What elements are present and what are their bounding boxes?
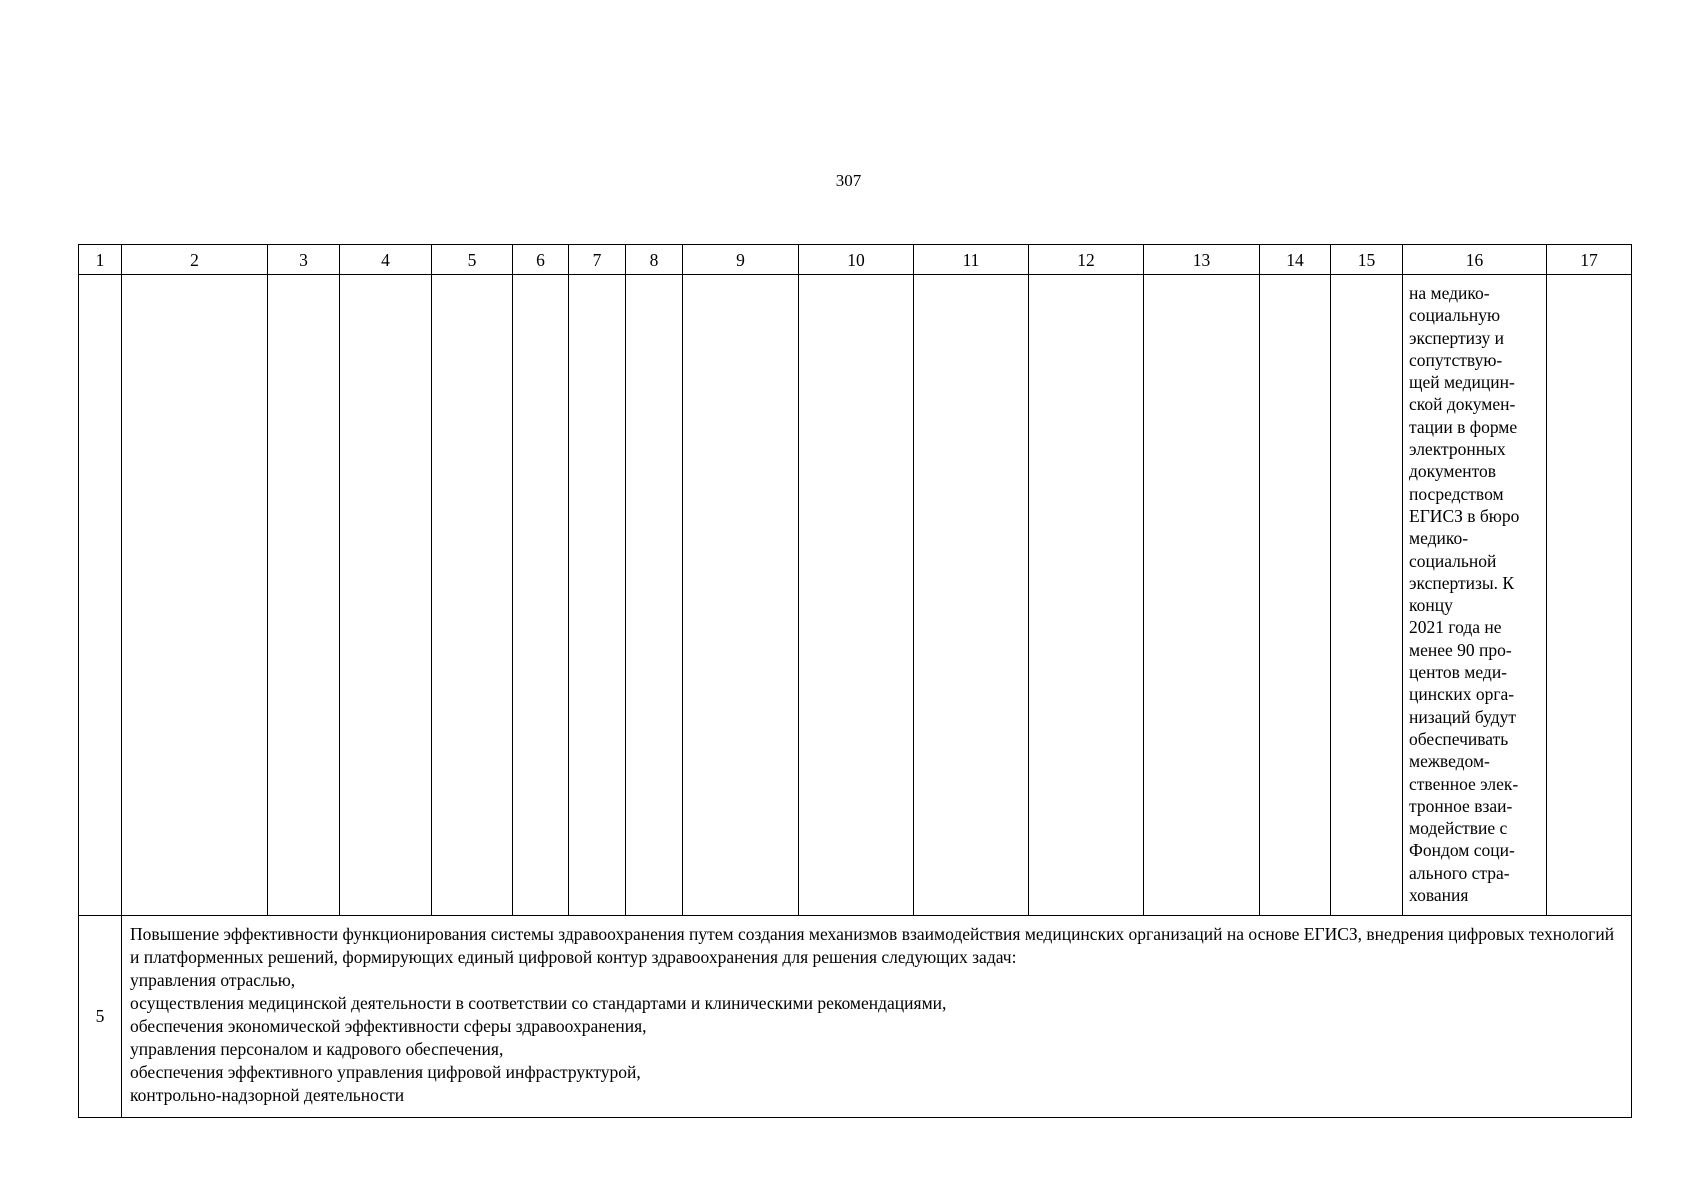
section-task-item: управления персоналом и кадрового обеспечения, — [130, 1039, 504, 1059]
text-line: обеспечивать — [1409, 728, 1509, 749]
column-number-cell: 13 — [1144, 245, 1260, 275]
text-line: ственное элек- — [1409, 773, 1519, 794]
section-task-item: контрольно-надзорной деятельности — [130, 1085, 405, 1105]
table-cell — [1029, 275, 1144, 916]
column-number-cell: 4 — [340, 245, 432, 275]
text-line: центов меди- — [1409, 662, 1508, 683]
text-line: социальную — [1409, 305, 1501, 326]
table-cell — [1547, 275, 1632, 916]
table-cell — [914, 275, 1029, 916]
table-cell — [513, 275, 569, 916]
table-row — [79, 275, 1632, 916]
section-task-item: осуществления медицинской деятельности в соответствии со стандартами и клиническими рекомендациями, — [130, 993, 947, 1013]
column-number-cell: 17 — [1547, 245, 1632, 275]
column-number-cell: 6 — [513, 245, 569, 275]
column-number-cell: 16 — [1403, 245, 1547, 275]
text-line: медико- — [1409, 528, 1469, 549]
table-cell — [683, 275, 799, 916]
text-line: на медико- — [1409, 283, 1490, 303]
text-line: электронных — [1409, 439, 1506, 460]
section-text-cell — [122, 916, 1632, 1118]
table-cell — [432, 275, 513, 916]
text-line: ской докумен- — [1409, 394, 1516, 415]
text-line: ального стра- — [1409, 862, 1510, 883]
column-number-cell: 2 — [122, 245, 268, 275]
column-number-row — [79, 245, 1632, 275]
text-line: экспертизы. К — [1409, 572, 1515, 593]
column-number-cell: 14 — [1260, 245, 1331, 275]
text-line: модействие с — [1409, 818, 1508, 839]
text-line: низаций будут — [1409, 706, 1517, 727]
document-table — [78, 244, 1632, 1118]
text-line: тронное взаи- — [1409, 795, 1513, 816]
table-cell — [1331, 275, 1403, 916]
column-number-cell: 10 — [799, 245, 914, 275]
table-cell — [268, 275, 340, 916]
column-number-cell: 15 — [1331, 245, 1403, 275]
table-cell — [340, 275, 432, 916]
text-line: цинских орга- — [1409, 684, 1515, 705]
text-line: менее 90 про- — [1409, 639, 1512, 660]
text-line: Фондом соци- — [1409, 840, 1515, 861]
text-line: ЕГИСЗ в бюро — [1409, 505, 1520, 526]
text-line: 2021 года не — [1409, 617, 1502, 638]
text-line: межведом- — [1409, 751, 1490, 772]
table-cell — [122, 275, 268, 916]
column-number-cell: 9 — [683, 245, 799, 275]
text-line: щей медицин- — [1409, 372, 1515, 393]
column-number-cell: 8 — [626, 245, 683, 275]
section-task-item: обеспечения экономической эффективности сферы здравоохранения, — [130, 1016, 647, 1036]
column-number-cell: 5 — [432, 245, 513, 275]
column-number-cell: 12 — [1029, 245, 1144, 275]
section-task-item: обеспечения эффективного управления цифровой инфраструктурой, — [130, 1062, 641, 1082]
section-number: 5 — [79, 916, 122, 1118]
text-line: сопутствую- — [1409, 349, 1503, 370]
column-number-cell: 7 — [569, 245, 626, 275]
text-line: посредством — [1409, 483, 1504, 504]
text-line: хования — [1409, 885, 1469, 906]
section-row — [79, 916, 1632, 1118]
column-16-text-cell — [1403, 275, 1547, 916]
table-cell — [1260, 275, 1331, 916]
table-cell — [79, 275, 122, 916]
text-line: социальной — [1409, 550, 1497, 571]
column-number-cell: 11 — [914, 245, 1029, 275]
text-line: концу — [1409, 595, 1453, 616]
section-task-item: управления отраслью, — [130, 970, 296, 990]
table-cell — [799, 275, 914, 916]
column-number-cell: 1 — [79, 245, 122, 275]
page-number: 307 — [835, 171, 862, 190]
table-cell — [1144, 275, 1260, 916]
column-number-cell: 3 — [268, 245, 340, 275]
text-line: тации в форме — [1409, 416, 1518, 437]
text-line: экспертизу и — [1409, 327, 1505, 348]
section-goal-text: Повышение эффективности функционирования системы здравоохранения путем создания механизмов взаимодействия медицинских организаций на основе ЕГИСЗ, внедрения цифровых технологий и платформенных решений, формирующих единый цифровой контур здравоохранения для решения следующих задач: — [130, 924, 1615, 967]
text-line: документов — [1409, 461, 1497, 482]
table-cell — [569, 275, 626, 916]
table-cell — [626, 275, 683, 916]
